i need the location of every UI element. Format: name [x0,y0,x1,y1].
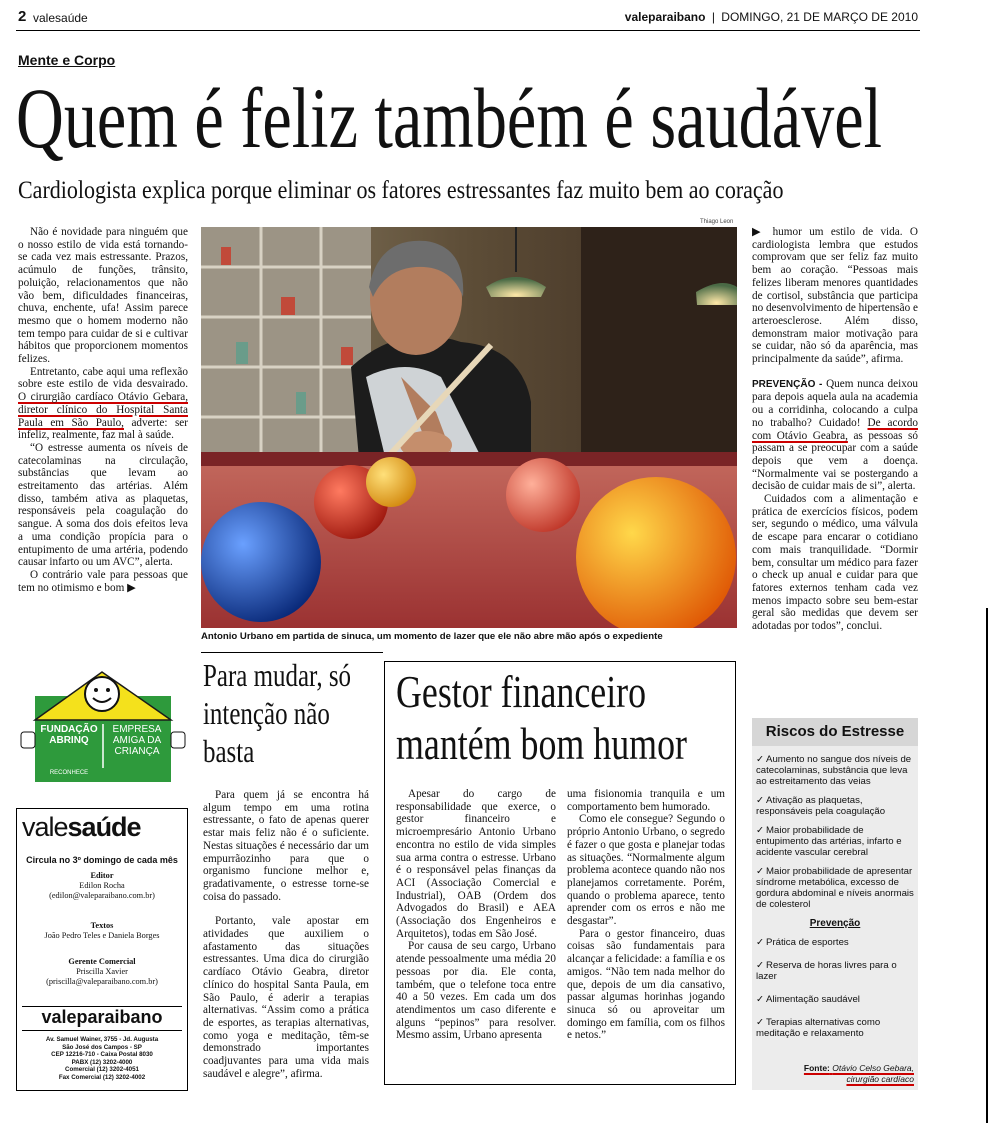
paragraph: O contrário vale para pessoas que tem no otimismo e bom ▶ [18,568,188,594]
source-role: cirurgião cardíaco [846,1074,914,1084]
manager-email: (priscilla@valeparaibano.com.br) [46,977,158,986]
masthead-paper: valeparaibano [41,1007,163,1027]
billiards-photo [201,227,737,628]
risks-list [756,754,914,1047]
section-lead: PREVENÇÃO - [752,378,823,390]
masthead-address [16,1036,188,1082]
prevention-item [756,960,914,982]
source-line [752,1063,914,1074]
article2-title: Para mudar, só intenção não basta [203,657,352,769]
address-line: Comercial (12) 3202-4051 [65,1066,139,1074]
text-run: as pessoas só passam a se preocupar com a saúde depois que vem a doença. “Normalmente vai se postergando a decisão de cuidar mais de si”, alerta. [752,429,918,493]
abrinq-logo [17,664,187,784]
article2-body [203,789,369,1080]
prevention-title: Prevenção [809,918,861,929]
text-run: Quem nunca deixou para depois aquela aula na academia ou a corridinha, colocando a culpa no trabalho? Cuidado! [752,377,919,429]
paragraph: Não é novidade para ninguém que o nosso estilo de vida está tornando-se cada vez mais estressante. Prazos, acúmulo de funções, trânsito, poluição, relacionamentos que não vão bem, dificuldades financeiras, chuva, enchente, ufa! Assim parece mesmo que o homem moderno não tem tempo para cuidar de si e cultivar hábitos que proporcionem momentos felizes. [18,226,188,366]
prevention-item-text: Prática de esportes [766,937,849,948]
paragraph: Apesar do cargo de responsabilidade que exerce, o gestor financeiro e microempresário Antonio Urbano encontra no estilo de vida simples sua arma contra o estresse. Urbano é o responsável pelas finanças da ACI (Associação Comercial e Industrial), OAB (Ordem dos Advogados do Brasil) e AEA (Associação dos Engenheiros e Arquitetos), todas em São José. [396,788,556,940]
header-separator: | [711,10,715,24]
text-run: Entretanto, cabe aqui uma reflexão sobre este estilo de vida desvairado. [18,365,188,391]
manager-label: Gerente Comercial [68,957,136,966]
article3-col1 [396,788,556,1042]
prevention-item [756,994,914,1005]
prevention-item [756,1017,914,1039]
editor-label: Editor [90,871,114,880]
risk-item [756,795,914,817]
check-icon: ✓ [756,825,765,836]
paragraph: Por causa de seu cargo, Urbano atende pessoalmente uma média 20 pessoas por dia. Ele conta, também, que o telefone toca entre 40 a 50 vezes. Em cada um dos atendimentos um caso diferente e alguns “pepinos” para resolver. Mesmo assim, Urbano apresenta [396,940,556,1042]
risk-item-text: Ativação as plaquetas, responsáveis pela coagulação [756,795,886,817]
paper-name: valeparaibano [624,10,706,24]
risk-item-text: Maior probabilidade de apresentar síndrome metabólica, excesso de gordura abdominal e níveis anormais de colesterol [756,866,914,910]
texts-label: Textos [90,921,114,930]
highlighted-text: De acordo com Otávio Geabra, [752,416,918,442]
photo-image [201,227,737,628]
paragraph [18,366,188,442]
editor-name: Edilon Rocha [79,881,125,890]
address-line: Fax Comercial (12) 3202-4002 [58,1073,146,1081]
risks-source [752,1063,914,1085]
risk-item [756,866,914,910]
article3-title: Gestor financeiro mantém bom humor [396,666,687,769]
risks-box-title: Riscos do Estresse [752,718,918,746]
source-label: Fonte: [803,1063,830,1073]
page-number: 2 [18,8,27,25]
risk-item-text: Maior probabilidade de entupimento das artérias, infarto e acidente vascular cerebral [756,825,902,858]
texts-names: João Pedro Teles e Daniela Borges [44,931,160,940]
masthead-rule-bottom [22,1030,182,1031]
address-line: CEP 12216-710 - Caixa Postal 8030 [51,1051,153,1059]
text-run: adverte: ser infeliz, realmente, faz mal à saúde. [18,416,188,442]
page-edge-rule [986,608,988,1123]
paragraph: Para o gestor financeiro, duas coisas são fundamentais para alcançar a felicidade: a família e os amigos. “Não tem nada melhor do que, depois de um dia cansativo, passar algumas horinhas jogando sinuca só ou aproveitar um domingo em família, com os filhos e netos.” [567,927,725,1042]
check-icon: ✓ [756,866,765,877]
address-line: Av. Samuel Wainer, 3755 - Jd. Augusta [45,1036,159,1043]
risk-item [756,825,914,858]
check-icon: ✓ [756,960,765,971]
paragraph: Cuidados com a alimentação e prática de exercícios físicos, podem ser, segundo o médico, uma válvula de escape para encarar o cotidiano com mais tranquilidade. “Dormir bem, consultar um médico para fazer o check up anual e cuidar para que fatores externos tenham cada vez menos impacto sobre seu bem-estar geral são medidas que devem ser adotadas por todos”, conclui. [752,493,918,633]
manager-name: Priscilla Xavier [76,967,128,976]
paragraph: Para quem já se encontra há algum tempo em uma rotina estressante, o fato de apenas querer estar mais feliz não é o suficiente. Nestas situações é necessário dar um empurrãozinho para que o organismo funcione melhor e, gradativamente, o estresse torne-se coisa do passado. [203,789,369,903]
masthead-logo [22,812,141,843]
check-icon: ✓ [756,754,765,765]
masthead-saude: saúde [67,812,141,842]
prevention-item-text: Terapias alternativas como meditação e relaxamento [756,1017,881,1039]
source-name: Otávio Celso Gebara, [832,1063,914,1073]
main-article-col3 [752,226,918,633]
issue-date: DOMINGO, 21 DE MARÇO DE 2010 [721,10,918,24]
subhead: Cardiologista explica porque eliminar os fatores estressantes faz muito bem ao coração [18,177,784,204]
prevention-item-text: Reserva de horas livres para o lazer [756,960,897,982]
article2-top-rule [201,652,383,653]
photo-caption: Antonio Urbano em partida de sinuca, um momento de lazer que ele não abre mão após o expediente [201,631,663,642]
paragraph: Como ele consegue? Segundo o próprio Antonio Urbano, o segredo é fazer o que gosta e planejar todas as situações. “Normalmente algum problema acontece quando não nos planejamos corretamente. Porém, quando o problema aparece, tento aprender com os erros e não me desgastar”. [567,813,725,928]
check-icon: ✓ [756,994,765,1005]
abrinq-bottom-label: RECONHECE [49,770,89,776]
paragraph: “O estresse aumenta os níveis de catecolaminas na circulação, substâncias que levam ao estreitamento das artérias. Além disso, também ativa as plaquetas, responsáveis pela coagulação do sangue. A soma dos dois efeitos leva a uma condição propícia para o entupimento de uma artéria, podendo causar infarto ou um AVC”, alerta. [18,441,188,569]
rubric: Mente e Corpo [18,52,116,68]
prevention-item-text: Alimentação saudável [766,994,860,1005]
photo-credit: Thiago Leon [700,219,734,225]
circulation: Circula no 3º domingo de cada mês [26,855,178,865]
article3-col2 [567,788,725,1042]
paragraph: Portanto, vale apostar em atividades que auxiliem o afastamento das situações estressantes. Uma dica do cirurgião cardíaco Otávio Geabra, diretor clínico do hospital Santa Paula, em São Paulo, é aderir a terapias alternativas. “Assim como a prática de esportes, as terapias alternativas, como yoga e meditação, têm-se demonstrado importantes coadjuvantes para uma vida mais saudável e alegre”, afirma. [203,915,369,1080]
abrinq-right-label: EMPRESA AMIGA DA CRIANÇA [112,724,162,757]
headline: Quem é feliz também é saudável [16,70,883,166]
paragraph: ▶ humor um estilo de vida. O cardiologista lembra que estudos comprovam que ser feliz faz muito bem ao coração. “Pessoas mais felizes liberam menores quantidades de cortisol, substância que participa no desenvolvimento de hipertensão e arteroesclerose. Além disso, demonstram maior motivação para se cuidar, não só da aparência, mas principalmente da saúde”, afirma. [752,226,918,366]
address-line: PABX (12) 3202-4000 [71,1058,133,1066]
masthead-vale: vale [22,812,68,842]
header-right [625,10,918,24]
section-name: valesaúde [33,11,88,25]
risk-item [756,754,914,787]
check-icon: ✓ [756,937,765,948]
check-icon: ✓ [756,795,765,806]
masthead-credits [16,871,188,987]
prevention-item [756,937,914,948]
highlighted-text: O cirurgião cardíaco Otávio Gebara, diretor clínico do Hospital Santa Paula em São Paulo, [18,391,188,429]
main-article-col1 [18,226,188,594]
header-rule [16,30,920,31]
risk-item-text: Aumento no sangue dos níveis de catecolaminas, substância que leva ao estreitamento das veias [756,754,912,787]
address-line: São José dos Campos - SP [62,1043,142,1051]
editor-email: (edilon@valeparaibano.com.br) [49,891,155,900]
abrinq-left-label: FUNDAÇÃO ABRINQ [40,724,98,746]
check-icon: ✓ [756,1017,765,1028]
paragraph [752,378,918,493]
paragraph: uma fisionomia tranquila e um comportamento bem humorado. [567,788,725,813]
